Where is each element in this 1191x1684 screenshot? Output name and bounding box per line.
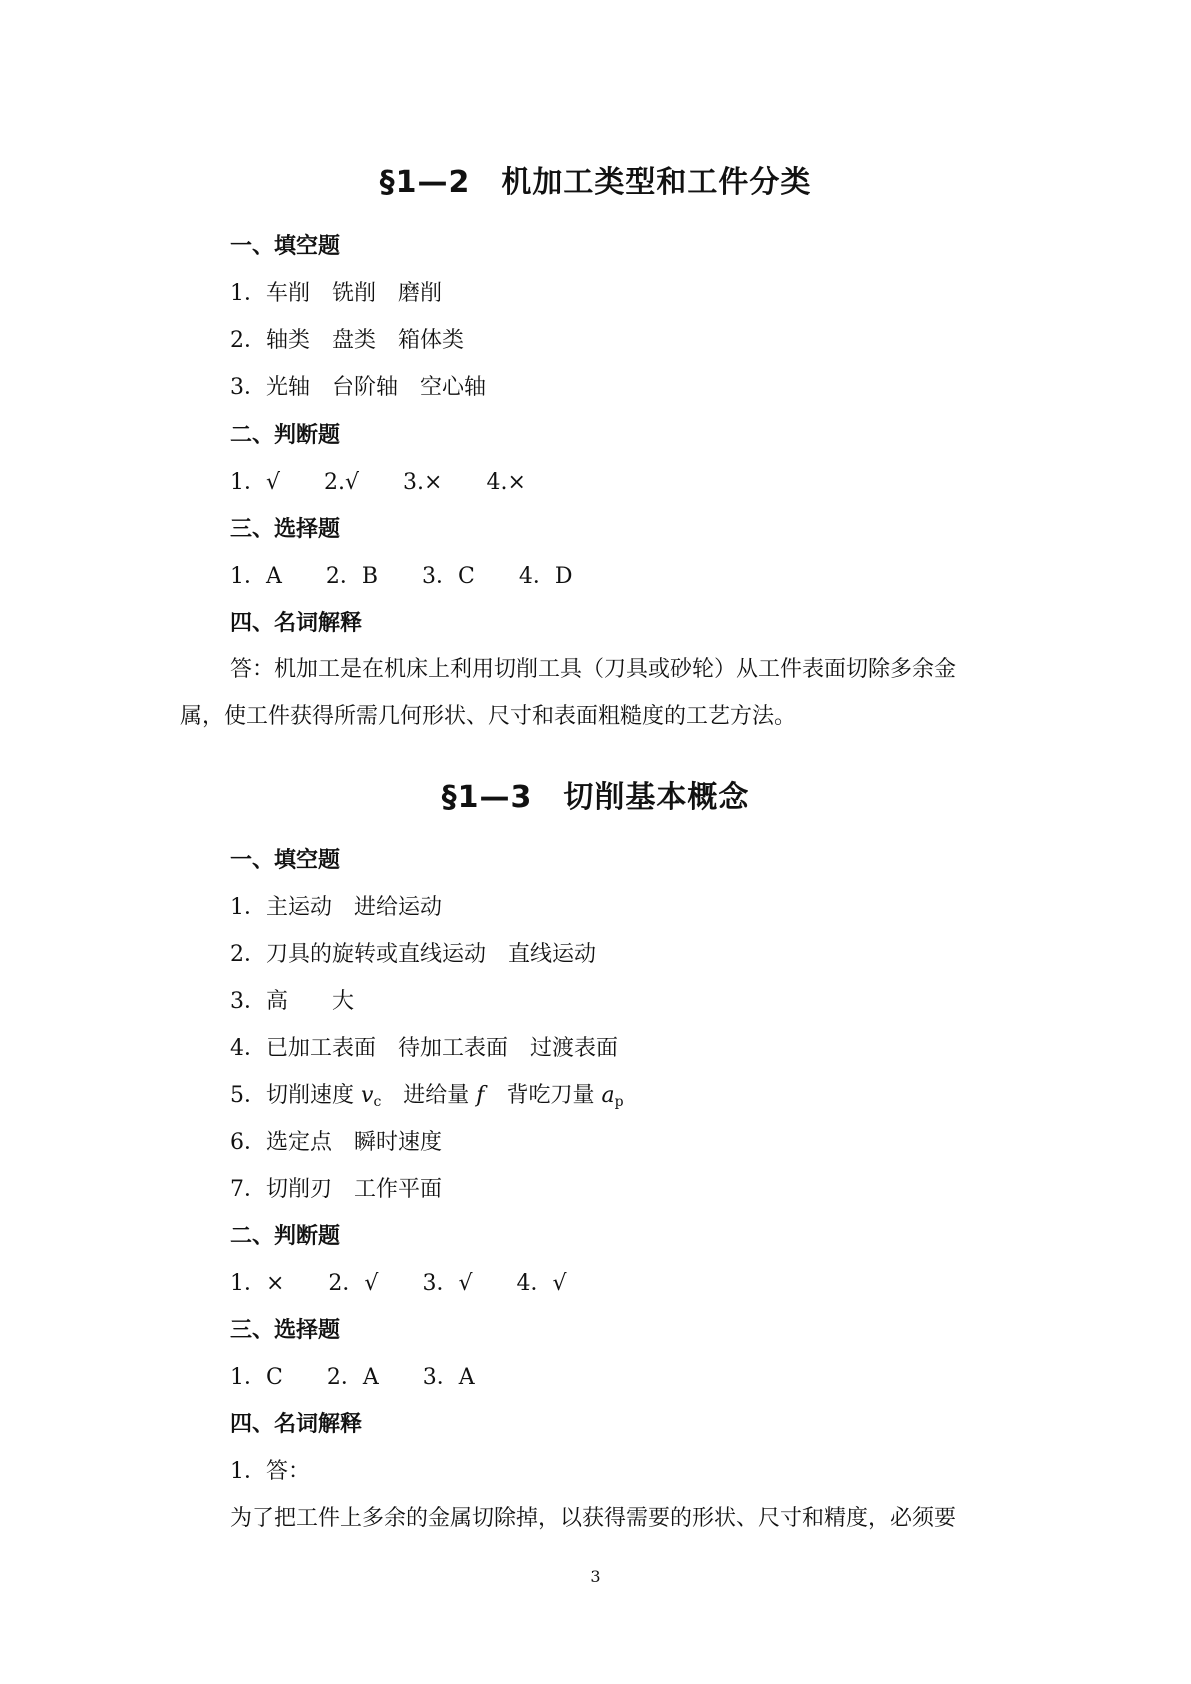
symbol-v: v [361, 1083, 374, 1108]
answer-line: 1．车削 铣削 磨削 [230, 281, 442, 306]
definition-paragraph-line: 为了把工件上多余的金属切除掉，以获得需要的形状、尺寸和精度，必须要 [230, 1506, 957, 1531]
definition-paragraph-line: 属，使工件获得所需几何形状、尺寸和表面粗糙度的工艺方法。 [180, 704, 797, 729]
heading-multiple-choice: 三、选择题 [230, 1318, 341, 1343]
subscript-p: p [614, 1094, 624, 1110]
answer-line: 3．光轴 台阶轴 空心轴 [230, 375, 486, 400]
answer-line: 2．轴类 盘类 箱体类 [230, 328, 464, 353]
answer-line: 1．A 2．B 3．C 4．D [230, 564, 573, 589]
answer-line: 1．√ 2.√ 3.× 4.× [230, 470, 526, 495]
heading-fill-blank: 一、填空题 [230, 848, 341, 873]
answer-line-cutting-parameters [230, 1081, 624, 1117]
answer-line: 7．切削刃 工作平面 [230, 1177, 442, 1202]
answer-line: 1．C 2．A 3．A [230, 1365, 475, 1390]
heading-definitions: 四、名词解释 [230, 611, 363, 636]
text-span: 进给量 [381, 1083, 477, 1108]
symbol-a: a [601, 1083, 615, 1108]
heading-true-false: 二、判断题 [230, 1224, 341, 1249]
answer-line: 1．主运动 进给运动 [230, 895, 442, 920]
heading-definitions: 四、名词解释 [230, 1412, 363, 1437]
answer-line: 6．选定点 瞬时速度 [230, 1130, 442, 1155]
definition-paragraph-line: 答：机加工是在机床上利用切削工具（刀具或砂轮）从工件表面切除多余金 [230, 657, 957, 682]
text-span: 5．切削速度 [230, 1083, 361, 1108]
answer-line: 1．× 2．√ 3．√ 4．√ [230, 1271, 567, 1296]
section-title-1-2: §1—2 机加工类型和工件分类 [379, 165, 812, 200]
heading-multiple-choice: 三、选择题 [230, 517, 341, 542]
heading-fill-blank: 一、填空题 [230, 234, 341, 259]
section-title-1-3: §1—3 切削基本概念 [441, 780, 750, 815]
symbol-f: f [476, 1083, 485, 1108]
answer-line: 3．高 大 [230, 989, 354, 1014]
page-number: 3 [590, 1567, 601, 1586]
text-span: 背吃刀量 [484, 1083, 602, 1108]
answer-line: 2．刀具的旋转或直线运动 直线运动 [230, 942, 596, 967]
answer-line: 1．答： [230, 1459, 310, 1484]
heading-true-false: 二、判断题 [230, 423, 341, 448]
subscript-c: c [373, 1094, 382, 1110]
answer-line: 4．已加工表面 待加工表面 过渡表面 [230, 1036, 618, 1061]
